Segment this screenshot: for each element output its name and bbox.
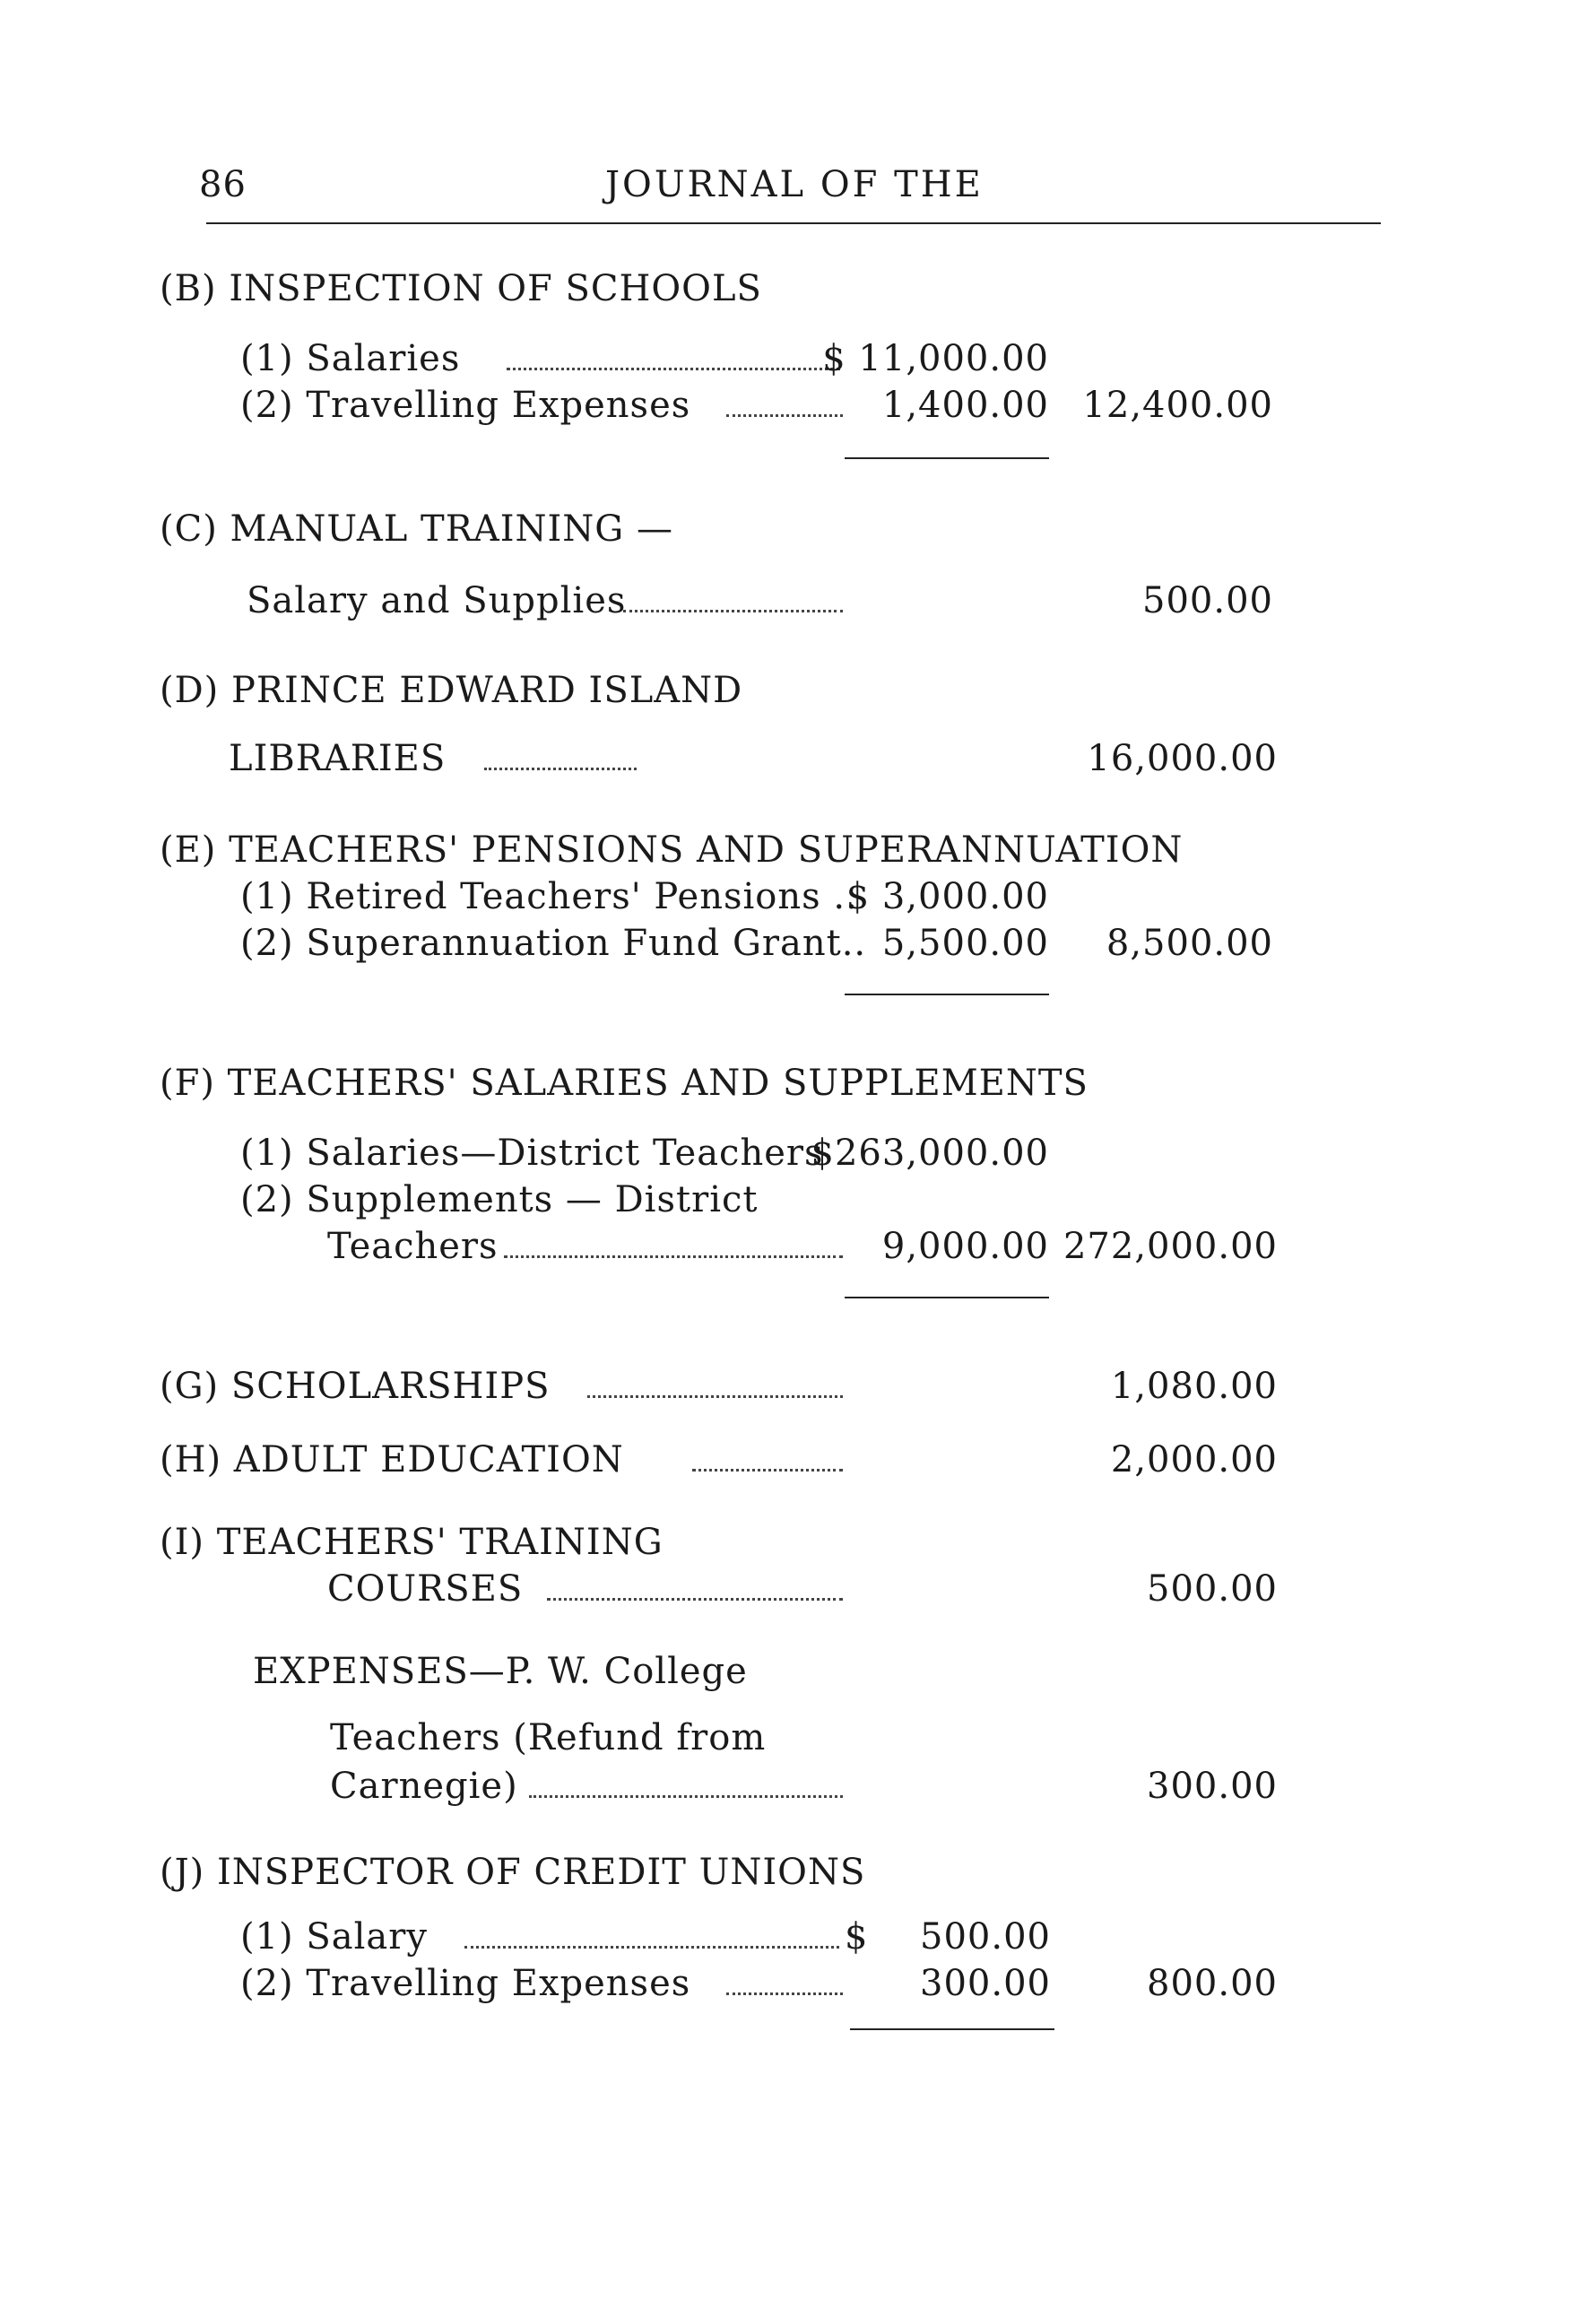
section-b-heading: (B) INSPECTION OF SCHOOLS bbox=[160, 268, 762, 309]
section-f-item1-amount: $263,000.00 bbox=[811, 1133, 1049, 1174]
section-f-item2-label: (2) Supplements — District bbox=[240, 1179, 759, 1220]
section-c-heading: (C) MANUAL TRAINING — bbox=[160, 508, 673, 550]
section-f-item1-label: (1) Salaries—District Teachers bbox=[240, 1133, 824, 1174]
dot-leader bbox=[587, 1395, 843, 1398]
section-g-total: 1,080.00 bbox=[1110, 1366, 1278, 1407]
dot-leader bbox=[507, 368, 840, 370]
running-title: JOURNAL OF THE bbox=[605, 164, 984, 205]
section-j-total: 800.00 bbox=[1147, 1963, 1278, 2004]
section-d-total: 16,000.00 bbox=[1087, 738, 1278, 779]
section-d-item-label: LIBRARIES bbox=[229, 738, 447, 779]
section-i-heading-cont: COURSES bbox=[327, 1568, 524, 1610]
section-g-heading: (G) SCHOLARSHIPS bbox=[160, 1366, 551, 1407]
section-b-item1-amount: $ 11,000.00 bbox=[822, 338, 1049, 379]
section-f-item2-amount: 9,000.00 bbox=[881, 1226, 1049, 1267]
subtotal-rule bbox=[845, 994, 1049, 995]
section-c-total: 500.00 bbox=[1142, 580, 1273, 621]
section-b-item2-label: (2) Travelling Expenses bbox=[240, 385, 691, 426]
section-h-total: 2,000.00 bbox=[1110, 1439, 1278, 1480]
dot-leader bbox=[464, 1946, 839, 1949]
section-j-item1-amount: 500.00 bbox=[920, 1916, 1051, 1958]
section-j-item2-label: (2) Travelling Expenses bbox=[240, 1963, 691, 2004]
section-f-item2-label-cont: Teachers bbox=[327, 1226, 499, 1267]
section-j-item2-amount: 300.00 bbox=[920, 1963, 1051, 2004]
section-e-item2-amount: 5,500.00 bbox=[881, 923, 1049, 964]
section-e-item1-label: (1) Retired Teachers' Pensions .. bbox=[240, 876, 858, 917]
section-f-total: 272,000.00 bbox=[1063, 1226, 1278, 1267]
dot-leader bbox=[484, 768, 637, 770]
section-j-item1-label: (1) Salary bbox=[240, 1916, 428, 1958]
section-b-item2-amount: 1,400.00 bbox=[881, 385, 1049, 426]
section-c-item-label: Salary and Supplies bbox=[247, 580, 627, 621]
section-j-heading: (J) INSPECTOR OF CREDIT UNIONS bbox=[160, 1852, 866, 1893]
section-i-expenses-line2: Carnegie) bbox=[330, 1766, 518, 1807]
dot-leader bbox=[504, 1255, 843, 1258]
subtotal-rule bbox=[845, 1297, 1049, 1298]
header-rule bbox=[206, 222, 1381, 224]
section-i-expenses-total: 300.00 bbox=[1147, 1766, 1278, 1807]
section-h-heading: (H) ADULT EDUCATION bbox=[160, 1439, 624, 1480]
section-i-expenses-line1: Teachers (Refund from bbox=[330, 1717, 767, 1758]
dot-leader bbox=[692, 1469, 843, 1472]
section-e-item2-label: (2) Superannuation Fund Grant.. bbox=[240, 923, 867, 964]
section-b-total: 12,400.00 bbox=[1082, 385, 1273, 426]
subtotal-rule bbox=[850, 2028, 1054, 2030]
dot-leader bbox=[623, 610, 843, 612]
section-d-heading: (D) PRINCE EDWARD ISLAND bbox=[160, 670, 743, 711]
section-i-total: 500.00 bbox=[1147, 1568, 1278, 1610]
page-number: 86 bbox=[199, 164, 247, 205]
section-j-item1-dollar: $ bbox=[845, 1916, 869, 1958]
dot-leader bbox=[547, 1598, 843, 1601]
section-f-heading: (F) TEACHERS' SALARIES AND SUPPLEMENTS bbox=[160, 1063, 1089, 1104]
dot-leader bbox=[529, 1795, 843, 1798]
section-e-heading: (E) TEACHERS' PENSIONS AND SUPERANNUATION bbox=[160, 829, 1184, 871]
section-e-total: 8,500.00 bbox=[1106, 923, 1273, 964]
section-i-heading: (I) TEACHERS' TRAINING bbox=[160, 1522, 664, 1563]
subtotal-rule bbox=[845, 457, 1049, 459]
section-i-expenses-heading: EXPENSES—P. W. College bbox=[253, 1651, 748, 1692]
section-e-item1-amount: $ 3,000.00 bbox=[846, 876, 1049, 917]
section-b-item1-label: (1) Salaries bbox=[240, 338, 461, 379]
